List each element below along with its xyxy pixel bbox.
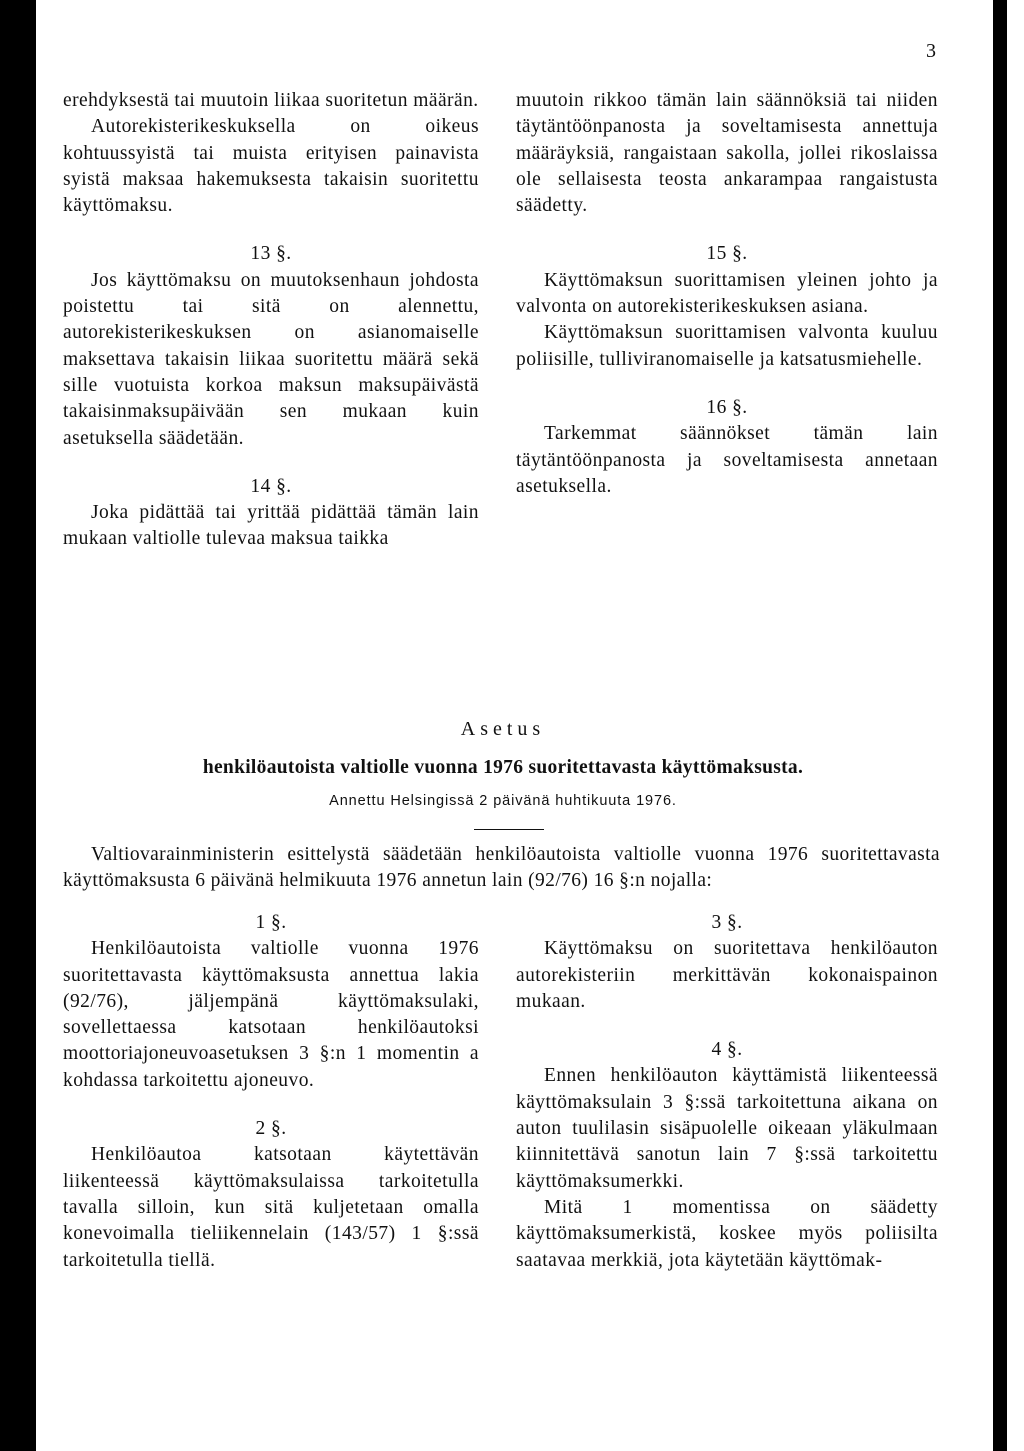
decree-title: Asetus (460, 718, 546, 740)
paragraph: erehdyksestä tai muutoin liikaa suoritetun määrän. (63, 90, 479, 111)
section-text-15b: Käyttömaksun suorittamisen valvonta kuuluu poliisille, tulliviranomaiselle ja katsatusmiehelle. (516, 322, 938, 370)
paragraph: Autorekisterikeskuksella on oikeus kohtuussyistä tai muista erityisen painavista syistä maksaa hakemuksesta takaisin suoritettu käyttömaksu. (63, 116, 479, 217)
section-heading-1: 1 §. (255, 912, 287, 933)
divider-rule (474, 829, 544, 830)
column-right-bottom (516, 910, 938, 1274)
section-heading-4: 4 §. (711, 1039, 743, 1061)
section-text-16: Tarkemmat säännökset tämän lain täytäntöönpanosta ja soveltamisesta annetaan asetuksella. (516, 423, 938, 497)
column-left-top (63, 88, 479, 553)
section-text-15a: Käyttömaksun suorittamisen yleinen johto ja valvonta on autorekisterikeskuksen asiana. (516, 269, 938, 318)
section-heading-15: 15 §. (706, 243, 748, 265)
decree-issued-line: Annettu Helsingissä 2 päivänä huhtikuuta 1976. (329, 793, 677, 809)
paragraph: muutoin rikkoo tämän lain säännöksiä tai niiden täytäntöönpanosta ja soveltamisesta annettuja määräyksiä, rangaistaan sakolla, jollei rikoslaissa ole sellaisesta teosta ankarampaa rangaistusta säädetty. (516, 90, 938, 217)
decree-intro (63, 842, 940, 895)
scan-border-right (993, 0, 1007, 1451)
section-text-1: Henkilöautoista valtiolle vuonna 1976 suoritettavasta käyttömaksusta annettua lakia (92/76), jäljempänä käyttömaksulaki, sovellettaessa katsotaan henkilöautoksi moottoriajoneuvoasetuksen 3 §:n 1 momentin a kohdassa tarkoitettu ajoneuvo. (63, 938, 479, 1091)
section-text-4a: Ennen henkilöauton käyttämistä liikenteessä käyttömaksulain 3 §:ssä tarkoitettuna aikana on auton tuulilasin sisäpuolelle oikeaan yläkulmaan kiinnitettävä sanotun lain 7 §:ssä tarkoitettu käyttömaksumerkki. (516, 1065, 938, 1192)
scan-border-left (0, 0, 36, 1451)
section-text-13: Jos käyttömaksu on muutoksenhaun johdosta poistettu tai sitä on alennettu, autorekisterikeskuksen on asianomaiselle maksettava takaisin liikaa suoritettu määrä sekä sille vuotuista korkoa maksun maksupäivästä takaisinmaksupäivään sen mukaan kuin asetuksella säädetään. (63, 269, 479, 449)
decree-subtitle: henkilöautoista valtiolle vuonna 1976 suoritettavasta käyttömaksusta. (202, 757, 804, 778)
column-left-bottom (63, 910, 479, 1274)
section-heading-2: 2 §. (255, 1118, 287, 1140)
section-text-14: Joka pidättää tai yrittää pidättää tämän lain mukaan valtiolle tulevaa maksua taikka (63, 502, 479, 550)
page-number: 3 (926, 40, 937, 62)
section-heading-16: 16 §. (706, 396, 748, 418)
section-heading-14: 14 §. (250, 475, 292, 497)
section-text-2: Henkilöautoa katsotaan käytettävän liikenteessä käyttömaksulaissa tarkoitetulla tavalla silloin, kun sitä kuljetetaan omalla konevoimalla tieliikennelain (143/57) 1 §:ssä tarkoitetulla tiellä. (63, 1144, 479, 1271)
section-heading-13: 13 §. (250, 243, 292, 265)
column-right-top (516, 88, 938, 500)
section-heading-3: 3 §. (711, 912, 743, 933)
section-text-3: Käyttömaksu on suoritettava henkilöauton autorekisteriin merkittävän kokonaispainon mukaan. (516, 938, 938, 1012)
intro-paragraph: Valtiovarainministerin esittelystä säädetään henkilöautoista valtiolle vuonna 1976 suoritettavasta käyttömaksusta 6 päivänä helmikuuta 1976 annetun lain (92/76) 16 §:n nojalla: (63, 844, 940, 892)
section-text-4b: Mitä 1 momentissa on säädetty käyttömaksumerkistä, koskee myös poliisilta saatavaa merkkiä, jota käytetään käyttömak- (516, 1196, 938, 1271)
